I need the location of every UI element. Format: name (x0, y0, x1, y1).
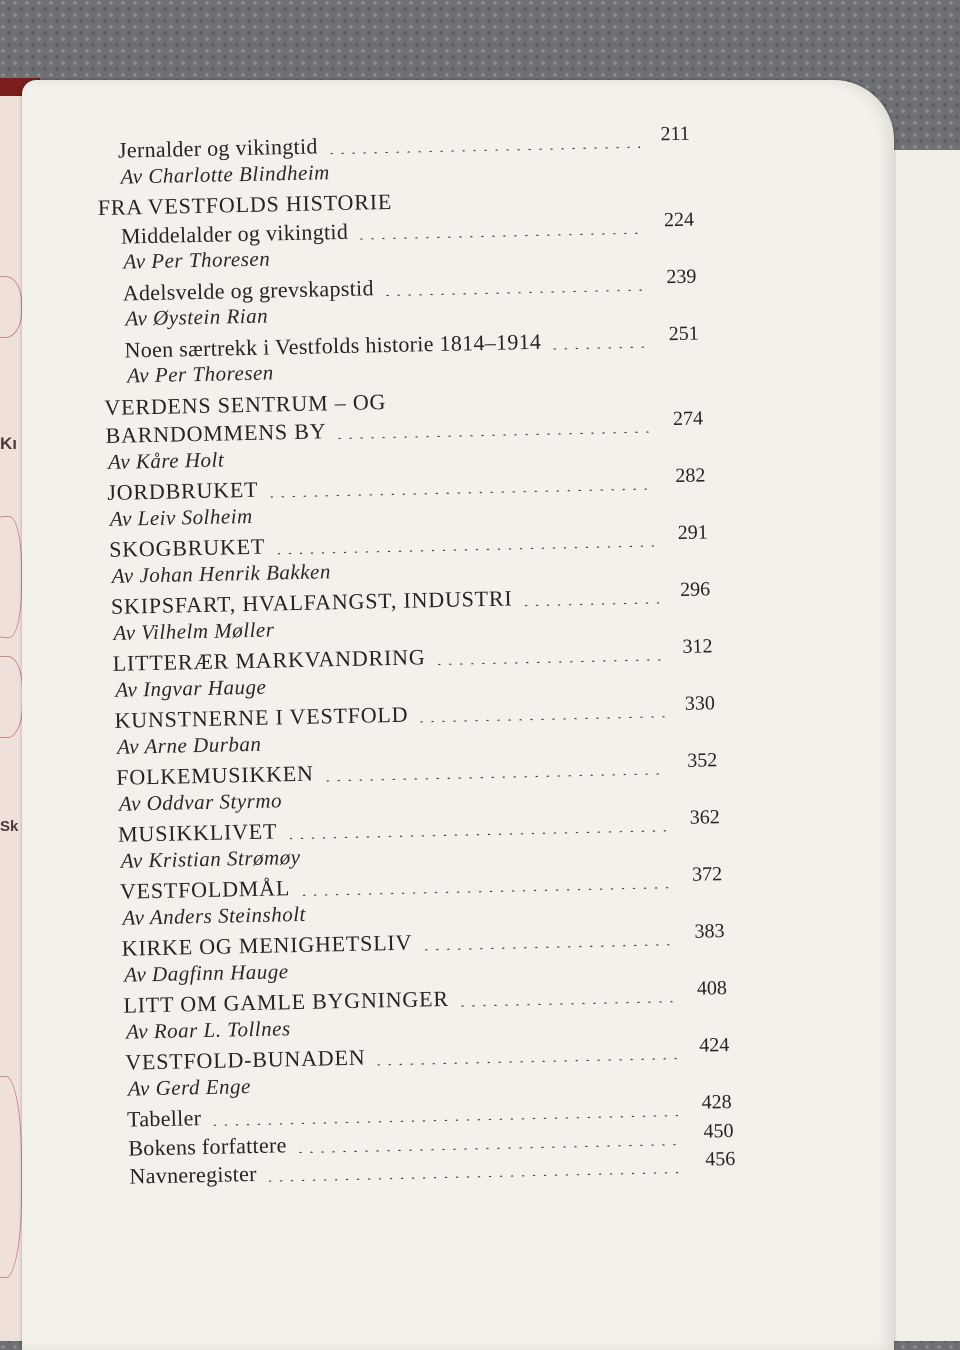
dot-leader (335, 430, 654, 439)
toc-page-number: 239 (666, 265, 697, 288)
toc-title: FOLKEMUSIKKEN (116, 760, 314, 790)
toc-author: Av Dagfinn Hauge (124, 958, 289, 987)
toc-page-number: 372 (691, 863, 723, 886)
toc-author: Av Vilhelm Møller (113, 616, 275, 645)
toc-title: Middelalder og vikingtid (120, 218, 349, 249)
dot-leader (265, 1171, 686, 1182)
toc-title: Adelsvelde og grevskapstid (122, 274, 374, 306)
toc-entry (122, 265, 697, 310)
toc-title: LITT OM GAMLE BYGNINGER (123, 985, 450, 1018)
toc-author: Av Anders Steinsholt (122, 901, 307, 930)
toc-title: KIRKE OG MENIGHETSLIV (121, 929, 413, 961)
toc-title: SKOGBRUKET (108, 533, 266, 562)
dot-leader (374, 1057, 680, 1065)
toc-title: JORDBRUKET (107, 476, 259, 505)
dot-leader (434, 658, 663, 665)
toc-page-number: 424 (699, 1034, 730, 1057)
toc-page-number: 296 (679, 578, 711, 601)
toc-title: VESTFOLDMÅL (119, 875, 291, 904)
toc-page-number: 428 (701, 1090, 732, 1114)
toc-author: Av Gerd Enge (127, 1073, 252, 1101)
toc-page-number: 330 (684, 692, 716, 715)
toc-page-number: 282 (675, 464, 706, 488)
toc-author: Av Kristian Strømøy (120, 844, 301, 873)
toc-page-number: 274 (672, 407, 704, 431)
toc-author: Av Roar L. Tollnes (125, 1015, 291, 1044)
toc-page-number: 312 (682, 635, 713, 658)
toc-title: BARNDOMMENS BY (105, 418, 327, 448)
toc-entry (108, 521, 708, 567)
dot-leader (356, 231, 644, 239)
toc-title: VERDENS SENTRUM – OG (104, 388, 387, 420)
toc-author: Av Johan Henrik Bakken (111, 558, 332, 588)
toc-page-number: 450 (703, 1119, 734, 1143)
toc-entry (116, 749, 718, 795)
toc-title: Jernalder og vikingtid (117, 133, 318, 163)
toc-author: Av Per Thoresen (123, 246, 271, 274)
toc-title: Noen særtrekk i Vestfolds historie 1814–1914 (124, 328, 542, 363)
toc-entry (123, 977, 728, 1023)
toc-page-number: 251 (668, 322, 699, 345)
toc-author: Av Charlotte Blindheim (120, 159, 331, 189)
toc-title: SKIPSFART, HVALFANGST, INDUSTRI (110, 585, 513, 619)
dot-leader (295, 1142, 684, 1152)
map-label-bottom: Sk (0, 818, 19, 835)
dot-leader (549, 345, 649, 349)
toc-page-number: 291 (677, 521, 708, 544)
toc-page-number: 224 (663, 208, 695, 231)
toc-title: KUNSTNERNE I VESTFOLD (114, 701, 409, 733)
toc-author: Av Kåre Holt (107, 446, 225, 474)
dot-leader (416, 715, 665, 722)
map-label-top: Kı (0, 434, 17, 453)
toc-author: Av Oddvar Styrmo (118, 787, 283, 816)
dot-leader (457, 1000, 677, 1007)
dot-leader (382, 288, 647, 296)
dot-leader (273, 544, 658, 554)
toc-page-number: 352 (687, 749, 718, 772)
toc-page-number: 383 (694, 920, 725, 943)
toc-author: Av Ingvar Hauge (115, 674, 267, 702)
dot-leader (298, 886, 672, 896)
toc-title: Tabeller (126, 1105, 202, 1132)
dot-leader (326, 146, 640, 155)
dot-leader (521, 601, 661, 606)
toc-title: Bokens forfattere (128, 1131, 287, 1161)
dot-leader (266, 487, 655, 497)
toc-title: FRA VESTFOLDS HISTORIE (97, 188, 393, 221)
dot-leader (322, 772, 668, 781)
toc-page-number: 211 (660, 122, 691, 146)
dot-leader (420, 943, 674, 950)
toc-page-number: 362 (689, 806, 720, 829)
toc-author: Av Arne Durban (116, 731, 262, 759)
toc-title: LITTERÆR MARKVANDRING (112, 644, 426, 676)
toc-title: MUSIKKLIVET (117, 818, 278, 847)
toc-author: Av Leiv Solheim (109, 503, 253, 531)
toc-author: Av Øystein Rian (125, 303, 269, 331)
dot-leader (285, 829, 670, 839)
toc-page-number: 456 (705, 1147, 736, 1171)
toc-title: Navneregister (129, 1160, 258, 1189)
toc-author: Av Per Thoresen (126, 360, 275, 388)
toc-title: VESTFOLD-BUNADEN (125, 1044, 366, 1075)
toc-page-number: 408 (696, 977, 728, 1000)
